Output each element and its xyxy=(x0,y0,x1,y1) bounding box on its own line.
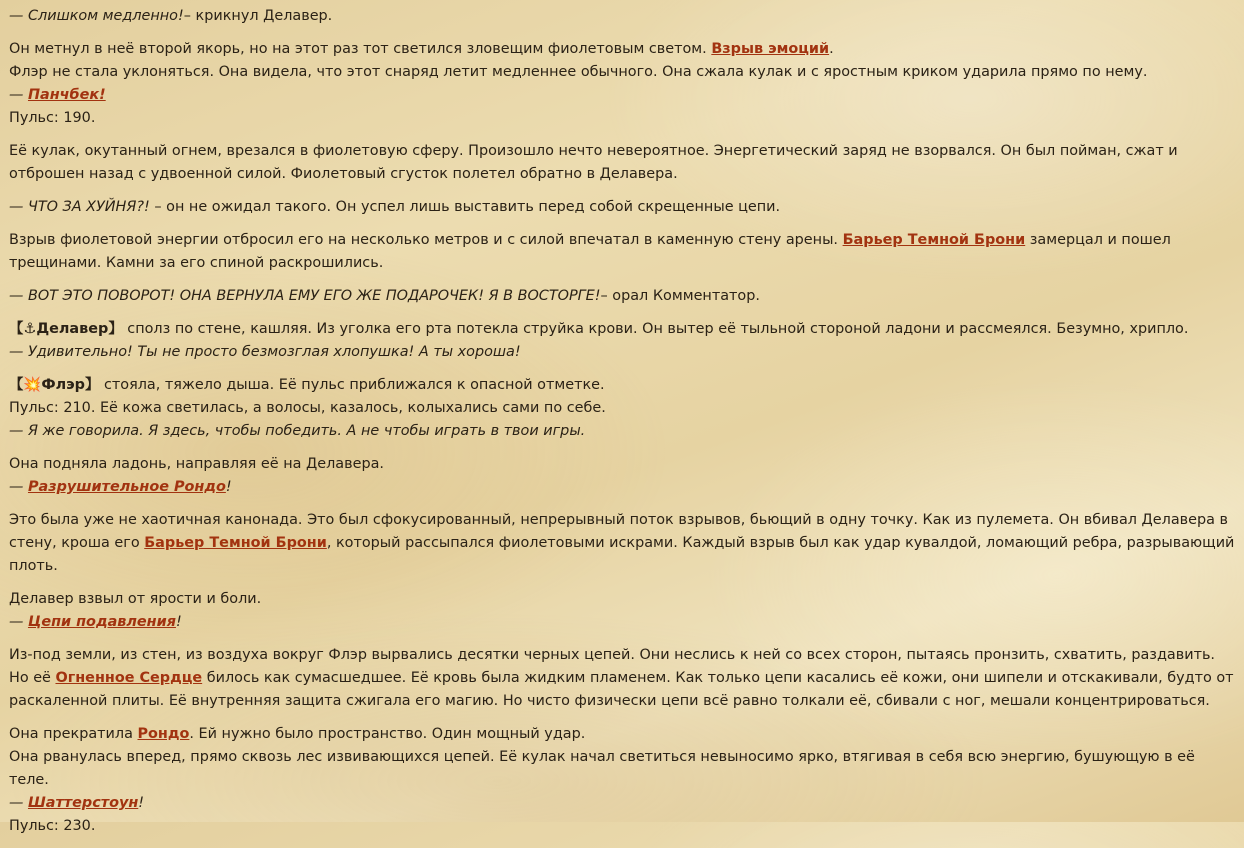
narration-text: . Ей нужно было пространство. Один мощный удар. xyxy=(189,726,586,742)
skill-link-punchback[interactable]: Панчбек! xyxy=(27,87,106,103)
paragraph-explosion xyxy=(9,229,1237,275)
narration-text: Но её xyxy=(9,670,56,686)
punctuation: ! xyxy=(138,795,145,811)
skill-link-dark-armor-barrier[interactable]: Барьер Темной Брони xyxy=(144,535,327,551)
paragraph-chains-attack xyxy=(9,644,1237,713)
narration-line: Из-под земли, из стен, из воздуха вокруг Флэр вырвались десятки черных цепей. Они неслись к ней со всех сторон, пытаясь пронзить, схватить, раздавить. xyxy=(9,647,1216,663)
explosion-icon: 💥 xyxy=(23,377,42,393)
skill-callout-line xyxy=(9,792,1237,815)
narration-text: , который рассыпался фиолетовыми искрами. Каждый взрыв был как удар кувалдой, ломающий ребра, разрывающий плоть. xyxy=(9,535,1235,574)
narration-text: замерцал и пошел трещинами. Камни за его спиной раскрошились. xyxy=(9,232,1171,271)
skill-link-rondo[interactable]: Рондо xyxy=(137,726,190,742)
punctuation: ! xyxy=(175,614,182,630)
skill-link-shatterstone[interactable]: Шаттерстоун xyxy=(27,795,139,811)
pulse-readout: Пульс: 210. Её кожа светилась, а волосы, казалось, колыхались сами по себе. xyxy=(9,400,606,416)
dialogue-line: — Слишком медленно! xyxy=(9,8,184,24)
skill-link-fire-heart[interactable]: Огненное Сердце xyxy=(55,670,203,686)
skill-link-suppression-chains[interactable]: Цепи подавления xyxy=(27,614,176,630)
dialogue-line: — ВОТ ЭТО ПОВОРОТ! ОНА ВЕРНУЛА ЕМУ ЕГО ЖЕ ПОДАРОЧЕК! Я В ВОСТОРГЕ! xyxy=(9,288,601,304)
dialogue-line: — ЧТО ЗА ХУЙНЯ?! xyxy=(9,199,150,215)
narration-text: – крикнул Делавер. xyxy=(183,8,333,24)
narration-text: стояла, тяжело дыша. Её пульс приближался к опасной отметке. xyxy=(99,377,605,393)
character-name: Делавер xyxy=(36,321,109,337)
paragraph-shatterstone xyxy=(9,723,1237,838)
paragraph-barrage xyxy=(9,509,1237,578)
narration-text: – орал Комментатор. xyxy=(600,288,760,304)
narration-line xyxy=(9,318,1237,341)
dash: — xyxy=(9,87,28,103)
dash: — xyxy=(9,614,28,630)
paragraph-chains xyxy=(9,588,1237,634)
narration-text: – он не ожидал такого. Он успел лишь выставить перед собой скрещенные цепи. xyxy=(149,199,781,215)
skill-callout-line xyxy=(9,84,1237,107)
bracket-open: 【 xyxy=(9,321,24,337)
narration-line: Она рванулась вперед, прямо сквозь лес извивающихся цепей. Её кулак начал светиться невыносимо ярко, втягивая в себя всю энергию, бушующую в её теле. xyxy=(9,749,1195,788)
narration-line xyxy=(9,38,1237,61)
paragraph-second-anchor xyxy=(9,38,1237,130)
narration-text: Это была уже не хаотичная канонада. Это был сфокусированный, непрерывный поток взрывов, бьющий в одну точку. Как из пулемета. Он вбивал Делавера в стену, кроша его xyxy=(9,512,1228,551)
skill-callout-line xyxy=(9,611,1237,634)
paragraph-rondo xyxy=(9,453,1237,499)
bracket-open: 【 xyxy=(9,377,24,393)
pulse-readout: Пульс: 230. xyxy=(9,818,96,834)
narration-text: сполз по стене, кашляя. Из уголка его рта потекла струйка крови. Он вытер её тыльной стороной ладони и рассмеялся. Безумно, хрипло. xyxy=(122,321,1189,337)
character-tag-delaver xyxy=(9,321,123,337)
narration-text: Он метнул в неё второй якорь, но на этот раз тот светился зловещим фиолетовым светом. xyxy=(9,41,712,57)
narration-text: Взрыв фиолетовой энергии отбросил его на несколько метров и с силой впечатал в каменную стену арены. xyxy=(9,232,843,248)
dialogue-line: — Я же говорила. Я здесь, чтобы победить. А не чтобы играть в твои игры. xyxy=(9,423,586,439)
skill-link-destructive-rondo[interactable]: Разрушительное Рондо xyxy=(27,479,226,495)
story-page xyxy=(9,5,1237,848)
narration-line: Флэр не стала уклоняться. Она видела, что этот снаряд летит медленнее обычного. Она сжала кулак и с яростным криком ударила прямо по нему. xyxy=(9,64,1148,80)
narration-line: Делавер взвыл от ярости и боли. xyxy=(9,591,262,607)
narration-line xyxy=(9,374,1237,397)
character-tag-flair xyxy=(9,377,99,393)
punctuation: . xyxy=(829,41,834,57)
narration-line xyxy=(9,723,1237,746)
paragraph-delaver-shout xyxy=(9,5,1237,28)
paragraph-flair-pulse xyxy=(9,374,1237,443)
narration-line xyxy=(9,667,1237,713)
paragraph-delaver-surprise xyxy=(9,196,1237,219)
paragraph-delaver-laugh xyxy=(9,318,1237,364)
bracket-close: 】 xyxy=(84,377,100,393)
narration-text: билось как сумасшедшее. Её кровь была жидким пламенем. Как только цепи касались её кожи, они шипели и отскакивали, будто от раскаленной плиты. Её внутренняя защита сжигала его магию. Но чисто физически цепи всё равно толкали её, сбивали с ног, мешали концентрироваться. xyxy=(9,670,1234,709)
character-name: Флэр xyxy=(41,377,85,393)
paragraph-commentator xyxy=(9,285,1237,308)
skill-callout-line xyxy=(9,476,1237,499)
punctuation: ! xyxy=(225,479,232,495)
paragraph-fist-sphere xyxy=(9,140,1237,186)
skill-link-emotion-blast[interactable]: Взрыв эмоций xyxy=(711,41,830,57)
dialogue-line: — Удивительно! Ты не просто безмозглая хлопушка! А ты хороша! xyxy=(9,344,521,360)
dash: — xyxy=(9,479,28,495)
narration-line: Она подняла ладонь, направляя её на Делавера. xyxy=(9,456,384,472)
pulse-readout: Пульс: 190. xyxy=(9,110,96,126)
narration-text: Она прекратила xyxy=(9,726,138,742)
skill-link-dark-armor-barrier[interactable]: Барьер Темной Брони xyxy=(842,232,1026,248)
dash: — xyxy=(9,795,28,811)
bracket-close: 】 xyxy=(108,321,123,337)
anchor-icon: ⚓ xyxy=(23,321,37,337)
narration-text: Её кулак, окутанный огнем, врезался в фиолетовую сферу. Произошло нечто невероятное. Энергетический заряд не взорвался. Он был пойман, сжат и отброшен назад с удвоенной силой. Фиолетовый сгусток полетел обратно в Делавера. xyxy=(9,143,1178,182)
